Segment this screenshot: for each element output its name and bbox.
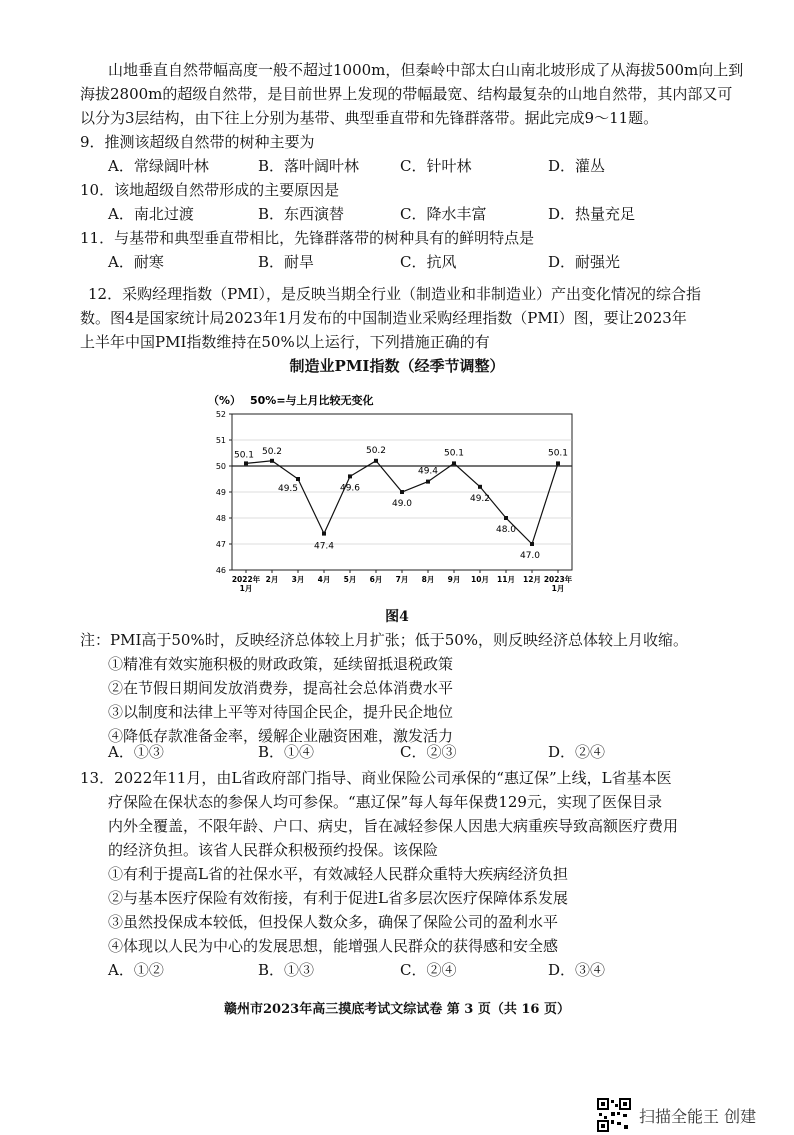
option-c: C．降水丰富 (400, 205, 487, 223)
option-a: A．耐寒 (108, 253, 164, 271)
option-b: B．落叶阔叶林 (258, 157, 360, 175)
option-d: D．③④ (548, 961, 606, 979)
pmi-chart-svg (200, 388, 590, 606)
question-13-line-1: 13．2022年11月，由L省政府部门指导、商业保险公司承保的“惠辽保”上线，L省基本医 (80, 769, 672, 787)
x-tick-label: 11月 (497, 575, 515, 584)
question-12-line-1: 12．采购经理指数（PMI），是反映当期全行业（制造业和非制造业）产出变化情况的综合指 (88, 285, 701, 303)
data-point (556, 461, 560, 465)
scanner-watermark (597, 1095, 756, 1135)
data-point (426, 480, 430, 484)
q12-statement-3: ③以制度和法律上平等对待国企民企，提升民企地位 (108, 703, 454, 721)
y-tick-label: 47 (215, 540, 226, 549)
data-point (530, 542, 534, 546)
option-c: C．抗风 (400, 253, 457, 271)
option-c: C．针叶林 (400, 157, 472, 175)
chart-title: 制造业PMI指数（经季节调整） (289, 357, 505, 375)
y-tick-label: 52 (215, 410, 226, 419)
question-13-options (108, 958, 708, 982)
watermark-text: 扫描全能王 创建 (639, 1106, 757, 1126)
q12-statement-2: ②在节假日期间发放消费券，提高社会总体消费水平 (108, 679, 454, 697)
question-11-options (108, 250, 708, 274)
question-12-options (108, 740, 708, 764)
y-tick-label: 48 (215, 514, 226, 523)
y-tick-label: 49 (215, 488, 226, 497)
y-tick-label: 50 (215, 462, 226, 471)
x-tick-label: 2023年 (543, 575, 573, 584)
data-label: 49.4 (417, 466, 439, 477)
data-label: 50.2 (365, 445, 387, 456)
q12-statement-4: ④降低存款准备金率，缓解企业融资困难，激发活力 (108, 727, 454, 745)
intro-line-3: 以分为3层结构，由下往上分别为基带、典型垂直带和先锋群落带。据此完成9～11题。 (80, 109, 659, 127)
option-a: A．南北过渡 (108, 205, 194, 223)
qr-code-icon (597, 1098, 631, 1132)
x-tick-label: 10月 (471, 575, 489, 584)
data-point (244, 461, 248, 465)
option-d: D．热量充足 (548, 205, 636, 223)
data-label: 50.1 (547, 448, 569, 459)
data-label: 47.0 (519, 551, 541, 561)
data-point (478, 485, 482, 489)
x-tick-label: 9月 (447, 575, 461, 584)
chart-note: 注：PMI高于50%时，反映经济总体较上月扩张；低于50%，则反映经济总体较上月收缩。 (80, 631, 689, 649)
data-point (400, 490, 404, 494)
question-12-line-2: 数。图4是国家统计局2023年1月发布的中国制造业采购经理指数（PMI）图，要让2023年 (80, 309, 687, 327)
y-tick-label: 46 (215, 566, 226, 575)
pmi-chart (200, 388, 590, 606)
y-unit-label: （%） (208, 394, 242, 407)
page-footer: 赣州市2023年高三摸底考试文综试卷 第 3 页（共 16 页） (224, 1002, 570, 1017)
reference-label: 50%=与上月比较无变化 (250, 394, 374, 407)
data-label: 49.2 (469, 493, 491, 504)
figure-caption: 图4 (385, 609, 409, 625)
q13-statement-1: ①有利于提高L省的社保水平，有效减轻人民群众重特大疾病经济负担 (108, 865, 568, 883)
question-9-options (108, 154, 708, 178)
question-10-options (108, 202, 708, 226)
data-point (322, 532, 326, 536)
x-tick-label: 1月 (551, 584, 565, 593)
data-label: 48.0 (495, 525, 517, 535)
option-d: D．灌丛 (548, 157, 606, 175)
option-d: D．耐强光 (548, 253, 621, 271)
data-label: 49.5 (277, 484, 299, 494)
x-tick-label: 2月 (265, 575, 279, 584)
x-tick-label: 1月 (239, 584, 253, 593)
question-13-line-3: 内外全覆盖，不限年龄、户口、病史，旨在减轻参保人因患大病重疾导致高额医疗费用 (108, 817, 679, 835)
option-a: A．①③ (108, 743, 164, 761)
x-tick-label: 4月 (317, 575, 331, 584)
data-point (452, 461, 456, 465)
x-tick-label: 3月 (291, 575, 305, 584)
data-point (270, 459, 274, 463)
option-b: B．耐旱 (258, 253, 315, 271)
x-tick-label: 6月 (369, 575, 383, 584)
option-a: A．①② (108, 961, 164, 979)
question-9-stem: 9．推测该超级自然带的树种主要为 (80, 133, 315, 151)
option-b: B．①③ (258, 961, 315, 979)
data-point (296, 477, 300, 481)
option-d: D．②④ (548, 743, 606, 761)
q13-statement-3: ③虽然投保成本较低，但投保人数众多，确保了保险公司的盈利水平 (108, 913, 559, 931)
question-12-line-3: 上半年中国PMI指数维持在50%以上运行，下列措施正确的有 (80, 333, 490, 351)
option-b: B．东西演替 (258, 205, 345, 223)
x-tick-label: 7月 (395, 575, 409, 584)
option-c: C．②④ (400, 961, 457, 979)
intro-line-1: 山地垂直自然带幅高度一般不超过1000m，但秦岭中部太白山南北坡形成了从海拔500m向上到 (108, 61, 744, 79)
data-label: 50.1 (443, 448, 465, 459)
question-13-line-4: 的经济负担。该省人民群众积极预约投保。该保险 (108, 841, 439, 859)
x-tick-label: 12月 (523, 575, 541, 584)
data-label: 49.0 (391, 499, 413, 509)
q13-statement-2: ②与基本医疗保险有效衔接，有利于促进L省多层次医疗保障体系发展 (108, 889, 568, 907)
data-point (504, 516, 508, 520)
x-tick-label: 2022年 (231, 575, 261, 584)
data-label: 50.1 (233, 450, 255, 461)
question-13-line-2: 疗保险在保状态的参保人均可参保。“惠辽保”每人每年保费129元，实现了医保目录 (108, 793, 662, 811)
data-label: 47.4 (313, 541, 335, 552)
question-10-stem: 10．该地超级自然带形成的主要原因是 (80, 181, 340, 199)
x-tick-label: 8月 (421, 575, 435, 584)
data-label: 49.6 (339, 483, 361, 494)
data-point (374, 459, 378, 463)
y-tick-label: 51 (215, 436, 226, 445)
intro-line-2: 海拔2800m的超级自然带，是目前世界上发现的带幅最宽、结构最复杂的山地自然带，其内部又可 (80, 85, 733, 103)
option-a: A．常绿阔叶林 (108, 157, 209, 175)
q12-statement-1: ①精准有效实施积极的财政政策，延续留抵退税政策 (108, 655, 454, 673)
option-b: B．①④ (258, 743, 315, 761)
data-label: 50.2 (261, 446, 283, 457)
q13-statement-4: ④体现以人民为中心的发展思想，能增强人民群众的获得感和安全感 (108, 937, 559, 955)
option-c: C．②③ (400, 743, 457, 761)
x-tick-label: 5月 (343, 575, 357, 584)
question-11-stem: 11．与基带和典型垂直带相比，先锋群落带的树种具有的鲜明特点是 (80, 229, 535, 247)
data-point (348, 474, 352, 478)
